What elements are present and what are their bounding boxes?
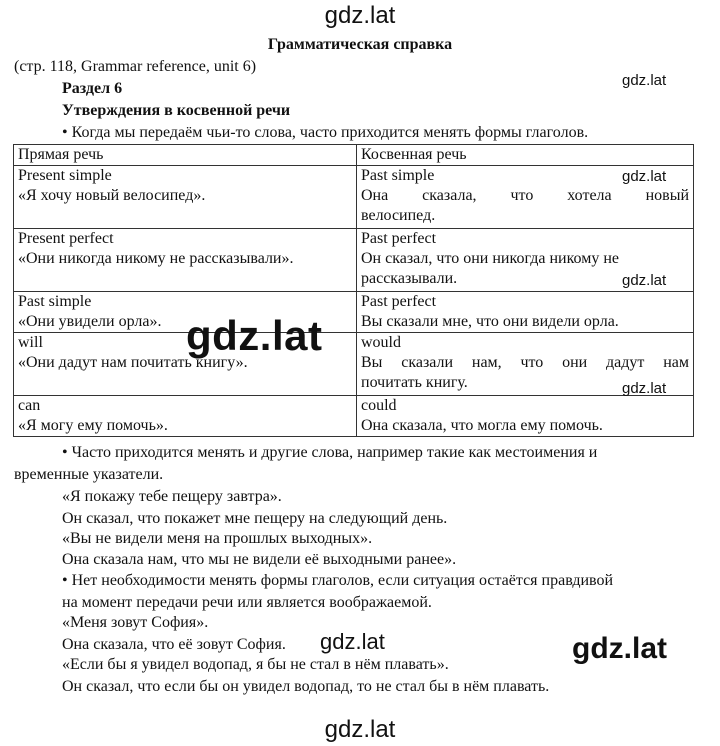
direct-cell bbox=[14, 229, 357, 292]
direct-example: «Они дадут нам почитать книгу». bbox=[18, 354, 248, 371]
example-text: «Меня зовут София». bbox=[62, 614, 209, 631]
table-header-row bbox=[14, 145, 694, 166]
reported-example: Вы сказали мне, что они видели орла. bbox=[361, 313, 619, 330]
reported-example: велосипед. bbox=[361, 207, 436, 224]
reported-tense: could bbox=[361, 397, 397, 414]
direct-tense: Present simple bbox=[18, 167, 112, 184]
reported-tense: Past simple bbox=[361, 167, 435, 184]
watermark-small: gdz.lat bbox=[622, 380, 667, 397]
table-row bbox=[14, 166, 694, 229]
reported-example: Он сказал, что они никогда никому не bbox=[361, 250, 620, 267]
direct-example: «Я хочу новый велосипед». bbox=[18, 187, 206, 204]
example-text: «Я покажу тебе пещеру завтра». bbox=[62, 488, 282, 505]
direct-example: «Они никогда никому не рассказывали». bbox=[18, 250, 294, 267]
reported-example: Она сказала, что могла ему помочь. bbox=[361, 417, 603, 434]
example-text: Она сказала, что её зовут София. bbox=[62, 636, 286, 653]
reported-example: почитать книгу. bbox=[361, 374, 468, 391]
example-text: «Вы не видели меня на прошлых выходных». bbox=[62, 530, 373, 547]
direct-tense: will bbox=[18, 334, 43, 351]
paragraph-2-line-2: на момент передачи речи или является воображаемой. bbox=[62, 594, 432, 611]
example-text: «Если бы я увидел водопад, я бы не стал в нём плавать». bbox=[62, 656, 449, 673]
watermark-small: gdz.lat bbox=[622, 72, 667, 89]
paragraph-1-line-2: временные указатели. bbox=[14, 466, 164, 483]
column-header-reported: Косвенная речь bbox=[357, 145, 694, 166]
watermark-small: gdz.lat bbox=[622, 272, 667, 289]
watermark-top: gdz.lat bbox=[324, 2, 396, 29]
watermark-small: gdz.lat bbox=[622, 168, 667, 185]
example-text: Она сказала нам, что мы не видели её выходными ранее». bbox=[62, 551, 457, 568]
watermark-inline: gdz.lat bbox=[320, 629, 385, 654]
reported-example: рассказывали. bbox=[361, 270, 458, 287]
direct-tense: Present perfect bbox=[18, 230, 114, 247]
direct-tense: Past simple bbox=[18, 293, 92, 310]
paragraph-1-line-1: • Часто приходится менять и другие слова, например такие как местоимения и bbox=[62, 444, 598, 461]
reported-speech-table bbox=[13, 144, 694, 437]
reported-cell bbox=[357, 292, 694, 333]
reported-cell bbox=[357, 396, 694, 437]
paragraph-2-line-1: • Нет необходимости менять формы глаголов, если ситуация остаётся правдивой bbox=[62, 572, 614, 589]
section-subtitle: Утверждения в косвенной речи bbox=[62, 102, 291, 119]
table-row bbox=[14, 229, 694, 292]
direct-cell bbox=[14, 166, 357, 229]
section-label: Раздел 6 bbox=[62, 80, 123, 97]
reference-line: (стр. 118, Grammar reference, unit 6) bbox=[14, 58, 257, 75]
direct-cell bbox=[14, 396, 357, 437]
direct-tense: can bbox=[18, 397, 41, 414]
reported-tense: would bbox=[361, 334, 401, 351]
table-row bbox=[14, 396, 694, 437]
reported-example: Вы сказали нам, что они дадут нам bbox=[361, 354, 689, 371]
watermark-medium: gdz.lat bbox=[572, 632, 667, 665]
table-row bbox=[14, 292, 694, 333]
example-text: Он сказал, что покажет мне пещеру на следующий день. bbox=[62, 510, 448, 527]
page-title: Грамматическая справка bbox=[267, 36, 453, 53]
watermark-bottom: gdz.lat bbox=[324, 716, 396, 743]
reported-example: Она сказала, что хотела новый bbox=[361, 187, 689, 204]
direct-example: «Они увидели орла». bbox=[18, 313, 162, 330]
reported-tense: Past perfect bbox=[361, 293, 437, 310]
watermark-large: gdz.lat bbox=[186, 312, 323, 359]
intro-paragraph: • Когда мы передаём чьи-то слова, часто приходится менять формы глаголов. bbox=[62, 124, 589, 141]
example-text: Он сказал, что если бы он увидел водопад, то не стал бы в нём плавать. bbox=[62, 678, 550, 695]
table-row bbox=[14, 333, 694, 396]
column-header-direct: Прямая речь bbox=[14, 145, 357, 166]
reported-tense: Past perfect bbox=[361, 230, 437, 247]
direct-example: «Я могу ему помочь». bbox=[18, 417, 168, 434]
